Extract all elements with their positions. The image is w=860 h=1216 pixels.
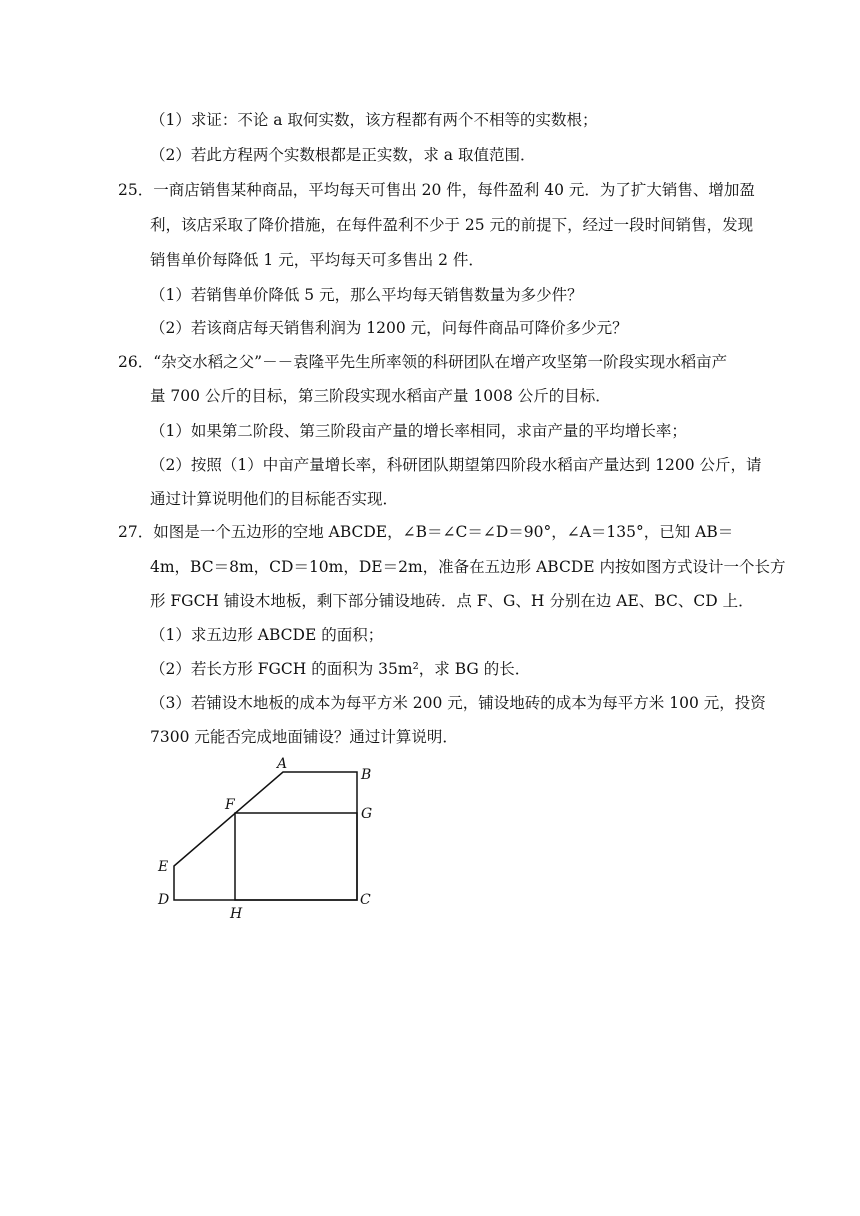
label-A: A (277, 756, 288, 772)
label-F: F (225, 797, 235, 813)
pentagon-figure (150, 752, 380, 922)
label-C: C (360, 892, 371, 908)
label-H: H (230, 906, 243, 922)
q24-part1: （1）求证：不论 a 取何实数，该方程都有两个不相等的实数根； (150, 111, 598, 129)
rectangle-FGCH (235, 813, 357, 900)
label-D: D (158, 892, 170, 908)
q26-stem-line2: 量 700 公斤的目标，第三阶段实现水稻亩产量 1008 公斤的目标． (150, 387, 611, 405)
q27-stem-line1: 27．如图是一个五边形的空地 ABCDE，∠B＝∠C＝∠D＝90°，∠A＝135°，已知 AB＝ (118, 523, 734, 541)
label-G: G (361, 806, 373, 822)
q27-part1: （1）求五边形 ABCDE 的面积； (150, 626, 384, 644)
pentagon-ABCDE (174, 772, 357, 900)
q26-stem-line1: 26．“杂交水稻之父”－－袁隆平先生所率领的科研团队在增产攻坚第一阶段实现水稻亩产 (118, 353, 728, 371)
q24-part2: （2）若此方程两个实数根都是正实数，求 a 取值范围． (150, 146, 536, 164)
q25-stem-line2: 利，该店采取了降价措施，在每件盈利不少于 25 元的前提下，经过一段时间销售，发现 (150, 216, 754, 234)
q26-part2-line2: 通过计算说明他们的目标能否实现． (150, 490, 399, 508)
q25-part2: （2）若该商店每天销售利润为 1200 元，问每件商品可降价多少元？ (150, 319, 628, 337)
label-B: B (361, 767, 372, 783)
q27-part3-line2: 7300 元能否完成地面铺设？通过计算说明． (150, 728, 458, 746)
q25-stem-line1: 25．一商店销售某种商品，平均每天可售出 20 件，每件盈利 40 元．为了扩大销售、增加盈 (118, 181, 755, 199)
label-E: E (158, 859, 169, 875)
q26-part1: （1）如果第二阶段、第三阶段亩产量的增长率相同，求亩产量的平均增长率； (150, 422, 687, 440)
q26-part2-line1: （2）按照（1）中亩产量增长率，科研团队期望第四阶段水稻亩产量达到 1200 公斤，请 (150, 456, 762, 474)
q27-stem-line2: 4m，BC＝8m，CD＝10m，DE＝2m，准备在五边形 ABCDE 内按如图方式设计一个长方 (150, 558, 786, 576)
q25-stem-line3: 销售单价每降低 1 元，平均每天可多售出 2 件． (150, 251, 484, 269)
q27-stem-line3: 形 FGCH 铺设木地板，剩下部分铺设地砖．点 F、G、H 分别在边 AE、BC、CD 上． (150, 592, 754, 610)
q25-part1: （1）若销售单价降低 5 元，那么平均每天销售数量为多少件？ (150, 286, 583, 304)
q27-part2: （2）若长方形 FGCH 的面积为 35m²，求 BG 的长． (150, 660, 531, 678)
q27-part3-line1: （3）若铺设木地板的成本为每平方米 200 元，铺设地砖的成本为每平方米 100 元，投资 (150, 694, 766, 712)
